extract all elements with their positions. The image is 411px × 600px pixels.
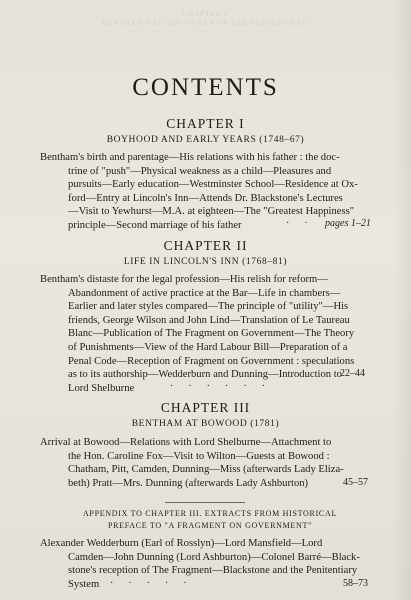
summary-line: ford—Entry at Lincoln's Inn—Attends Dr. Blackstone's Lectures xyxy=(68,192,343,204)
divider-rule xyxy=(165,502,245,503)
summary-line: trine of "push"—Physical weakness as a child—Pleasures and xyxy=(68,165,332,177)
appendix-pages: 58–73 xyxy=(343,578,368,589)
appendix-summary xyxy=(40,537,374,591)
chapter-1-summary xyxy=(40,151,374,233)
appendix-heading-line: PREFACE TO "A FRAGMENT ON GOVERNMENT" xyxy=(107,521,313,530)
summary-line: principle—Second marriage of his father xyxy=(68,219,242,231)
bleed-through-text: CHAPTER I BENTHAM AND HIS WORKS OF THE PRESENT DAY · · · · · · · · · · · · · · · · · · · · · · · · · · xyxy=(102,10,308,36)
summary-line: Bentham's distaste for the legal profession—His relish for reform— xyxy=(40,274,328,285)
summary-line: Earlier and later styles compared—The principle of "utility"—His xyxy=(68,301,349,313)
chapter-3-subtitle: BENTHAM AT BOWOOD (1781) xyxy=(131,419,280,429)
summary-line: Blanc—Publication of The Fragment on Government—The Theory xyxy=(68,328,355,340)
chapter-2-summary xyxy=(40,273,374,395)
summary-line: stone's reception of The Fragment—Blackstone and the Penitentiary xyxy=(68,565,358,577)
summary-line: as to its authorship—Wedderburn and Dunning—Introduction to xyxy=(68,369,342,381)
page-edge-shadow xyxy=(393,0,411,600)
summary-line: —Visit to Yewhurst—M.A. at eighteen—The "Greatest Happiness" xyxy=(68,206,355,218)
contents-title: CONTENTS xyxy=(132,74,279,101)
appendix-heading xyxy=(60,508,360,532)
chapter-2-subtitle: LIFE IN LINCOLN'S INN (1768–81) xyxy=(123,257,288,267)
chapter-2-heading: CHAPTER II xyxy=(163,238,248,253)
chapter-1-dots: · · xyxy=(286,218,308,229)
summary-line: pursuits—Early education—Westminster School—Residence at Ox- xyxy=(68,179,358,191)
summary-line: friends, George Wilson and John Lind—Translation of Le Taureau xyxy=(68,314,350,326)
chapter-1-subtitle: BOYHOOD AND EARLY YEARS (1748–67) xyxy=(106,135,305,145)
appendix-dots: · · · · · xyxy=(110,578,187,589)
summary-line: Abandonment of active practice at the Bar—Life in chambers— xyxy=(68,287,341,299)
summary-line: beth) Pratt—Mrs. Dunning (afterwards Lady Ashburton) xyxy=(68,477,309,489)
chapter-3-heading: CHAPTER III xyxy=(160,400,251,415)
summary-line: System xyxy=(68,578,100,590)
chapter-2-dots: · · · · · · xyxy=(170,381,265,392)
summary-line: of Punishments—View of the Hard Labour Bill—Preparation of a xyxy=(68,341,348,353)
chapter-3-summary xyxy=(40,436,374,490)
summary-line: Arrival at Bowood—Relations with Lord Shelburne—Attachment to xyxy=(40,437,332,448)
summary-line: Lord Shelburne xyxy=(68,382,135,394)
chapter-1-pages: pages 1–21 xyxy=(325,218,371,229)
appendix-heading-line: APPENDIX TO CHAPTER III. EXTRACTS FROM HISTORICAL xyxy=(82,509,338,518)
chapter-3-pages: 45–57 xyxy=(343,477,368,488)
summary-line: Chatham, Pitt, Camden, Dunning—Miss (afterwards Lady Eliza- xyxy=(68,464,344,476)
summary-line: Alexander Wedderburn (Earl of Rosslyn)—Lord Mansfield—Lord xyxy=(40,538,323,549)
summary-line: Camden—John Dunning (Lord Ashburton)—Colonel Barré—Black- xyxy=(68,551,360,563)
chapter-2-pages: 22–44 xyxy=(340,368,365,379)
summary-line: the Hon. Caroline Fox—Visit to Wilton—Guests at Bowood : xyxy=(68,450,330,462)
chapter-1-heading: CHAPTER I xyxy=(166,116,245,131)
summary-line: Bentham's birth and parentage—His relations with his father : the doc- xyxy=(40,152,340,163)
summary-line: Penal Code—Reception of Fragment on Government : speculations xyxy=(68,355,355,367)
